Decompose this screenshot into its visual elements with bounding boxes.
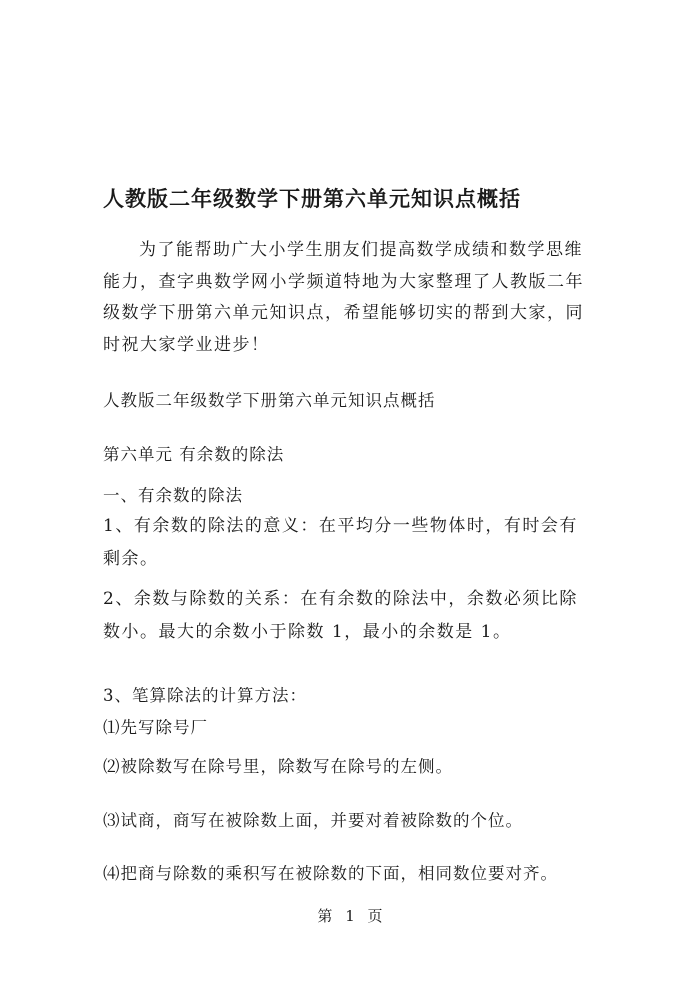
point-1: 1、有余数的除法的意义：在平均分一些物体时，有时会有剩余。	[103, 516, 578, 569]
footer-prefix: 第	[317, 907, 333, 925]
page-footer	[0, 905, 700, 926]
intro-paragraph: 为了能帮助广大小学生朋友们提高数学成绩和数学思维能力，查字典数学网小学频道特地为大家整理了人教版二年级数学下册第六单元知识点，希望能够切实的帮到大家，同时祝大家学业进步！	[103, 240, 584, 355]
step-3: ⑶试商，商写在被除数上面，并要对着被除数的个位。	[103, 811, 523, 830]
step-2: ⑵被除数写在除号里，除数写在除号的左侧。	[103, 757, 453, 776]
point-2: 2、余数与除数的关系：在有余数的除法中，余数必须比除数小。最大的余数小于除数 1，最小的余数是 1。	[103, 589, 578, 642]
section-heading: 一、有余数的除法	[103, 486, 243, 505]
document-title: 人教版二年级数学下册第六单元知识点概括	[103, 186, 521, 211]
step-4: ⑷把商与除数的乘积写在被除数的下面，相同数位要对齐。	[103, 864, 558, 883]
unit-heading: 第六单元 有余数的除法	[103, 445, 285, 464]
footer-suffix: 页	[367, 907, 383, 925]
page-number: 1	[345, 907, 355, 925]
step-1: ⑴先写除号厂	[103, 718, 208, 737]
subtitle: 人教版二年级数学下册第六单元知识点概括	[103, 391, 436, 410]
point-3: 3、笔算除法的计算方法：	[103, 686, 307, 705]
